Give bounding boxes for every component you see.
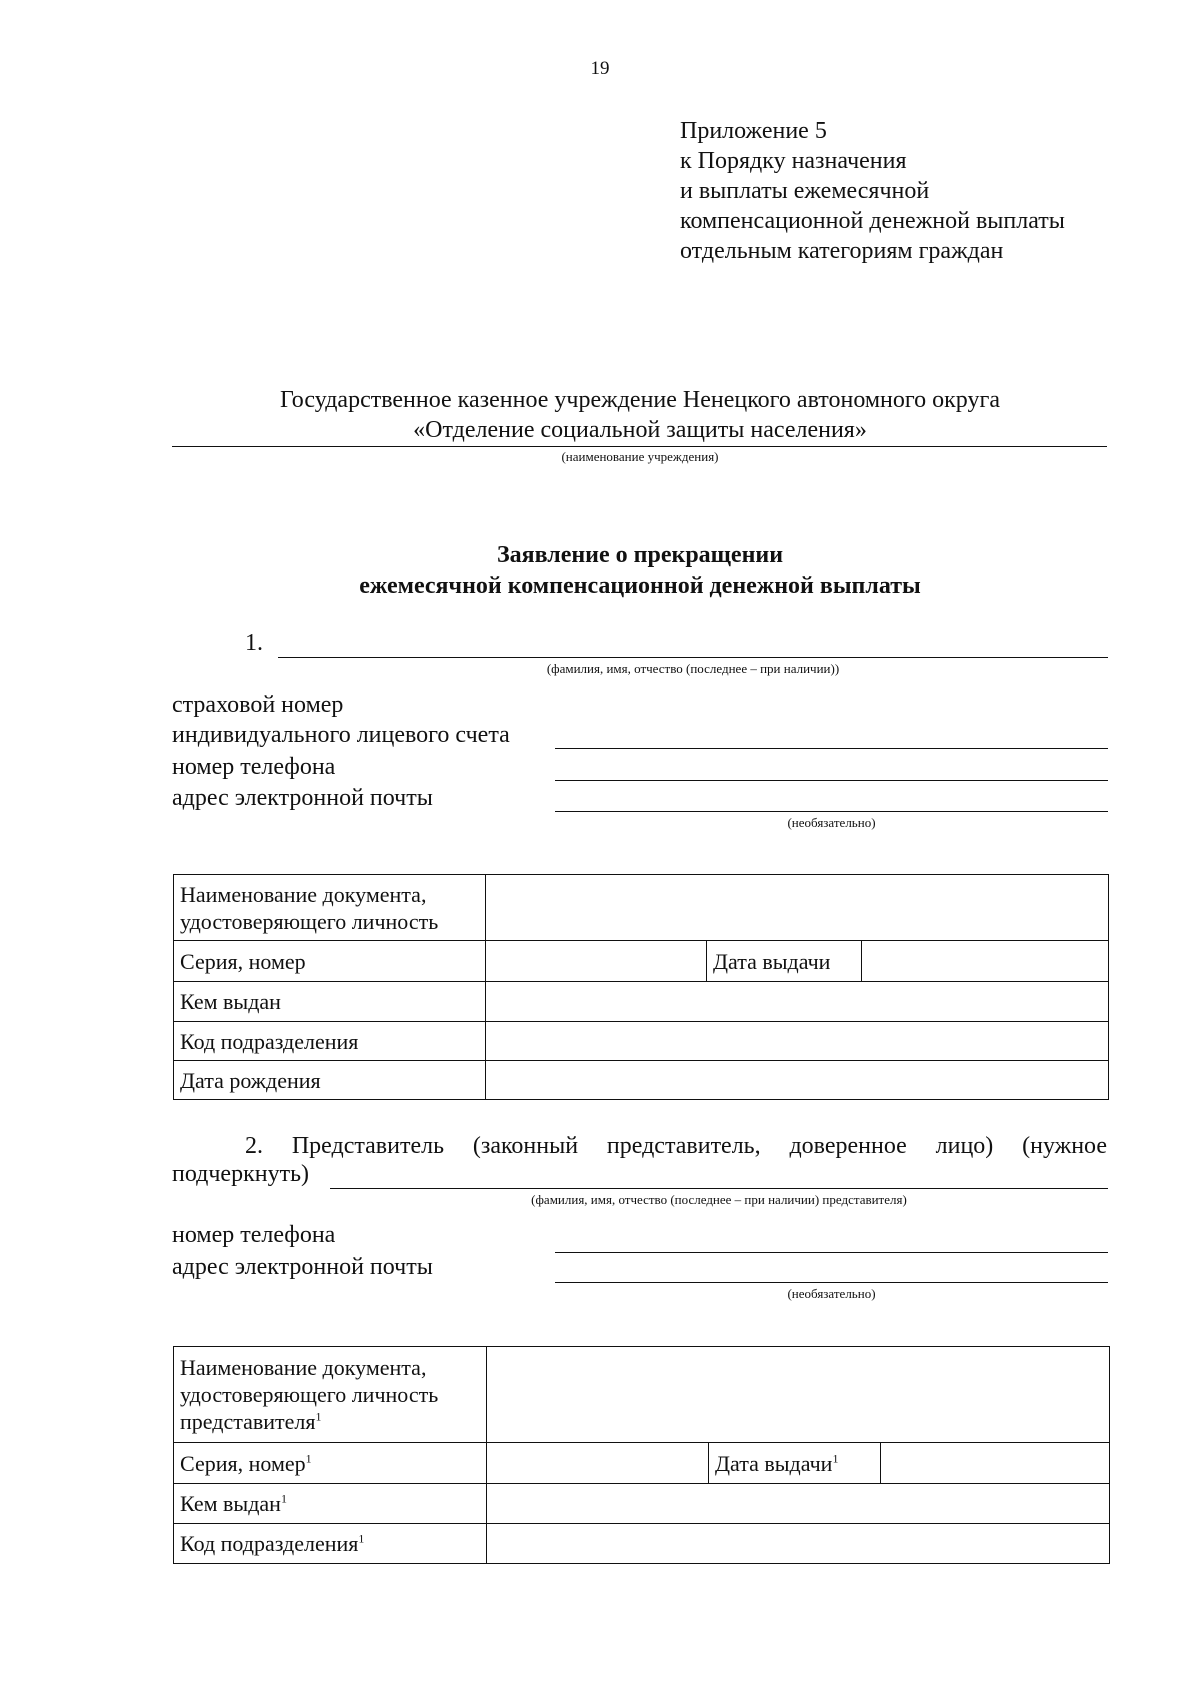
footnote-mark: 1 bbox=[358, 1531, 365, 1546]
organization-line-2: «Отделение социальной защиты населения» bbox=[413, 417, 867, 443]
representative-email-line[interactable] bbox=[555, 1282, 1108, 1283]
issued-by-label: Кем выдан bbox=[174, 982, 486, 1022]
division-code-cell[interactable] bbox=[486, 1022, 1109, 1061]
appendix-block bbox=[680, 116, 1065, 266]
organization-name bbox=[170, 385, 1110, 445]
footnote-mark: 1 bbox=[280, 1491, 287, 1506]
birth-date-cell[interactable] bbox=[486, 1061, 1109, 1100]
issue-date-cell[interactable] bbox=[862, 941, 1109, 982]
footnote-mark: 1 bbox=[305, 1451, 312, 1466]
birth-date-label: Дата рождения bbox=[174, 1061, 486, 1100]
email-label: адрес электронной почты bbox=[172, 785, 433, 811]
rep-issued-by-cell[interactable] bbox=[487, 1484, 1110, 1524]
series-number-label: Серия, номер bbox=[174, 941, 486, 982]
doc-name-cell[interactable] bbox=[486, 875, 1109, 941]
page-number: 19 bbox=[590, 58, 610, 79]
representative-phone-label: номер телефона bbox=[172, 1222, 336, 1248]
representative-optional-caption: (необязательно) bbox=[787, 1286, 876, 1301]
section1-number: 1. bbox=[245, 630, 263, 656]
division-code-label: Код подразделения bbox=[174, 1022, 486, 1061]
title-line-1: Заявление о прекращении bbox=[496, 542, 784, 568]
section2-text-continued: подчеркнуть) bbox=[172, 1161, 310, 1187]
footnote-mark: 1 bbox=[832, 1451, 839, 1466]
rep-doc-name-cell[interactable] bbox=[487, 1347, 1110, 1443]
phone-label: номер телефона bbox=[172, 754, 336, 780]
snils-label-line1: страховой номер bbox=[172, 692, 344, 718]
appendix-line: компенсационной денежной выплаты bbox=[680, 208, 1065, 234]
representative-document-table bbox=[173, 1346, 1110, 1564]
rep-issue-date-label: Дата выдачи$^1$ bbox=[709, 1443, 881, 1484]
rep-issued-by-label: Кем выдан$^1$ bbox=[174, 1484, 487, 1524]
snils-label-line2: индивидуального лицевого счета bbox=[172, 722, 510, 748]
document-title bbox=[170, 540, 1110, 602]
doc-name-label: Наименование документа, удостоверяющего личность bbox=[174, 875, 486, 941]
representative-name-line[interactable] bbox=[330, 1188, 1108, 1189]
organization-caption: (наименование учреждения) bbox=[561, 449, 719, 464]
snils-field-line[interactable] bbox=[555, 748, 1108, 749]
appendix-line: Приложение 5 bbox=[680, 118, 827, 144]
applicant-name-caption: (фамилия, имя, отчество (последнее – при наличии)) bbox=[546, 661, 840, 676]
issued-by-cell[interactable] bbox=[486, 982, 1109, 1022]
appendix-line: и выплаты ежемесячной bbox=[680, 178, 930, 204]
rep-division-code-label: Код подразделения$^1$ bbox=[174, 1524, 487, 1564]
organization-line-1: Государственное казенное учреждение Ненецкого автономного округа bbox=[280, 387, 1000, 413]
email-field-line[interactable] bbox=[555, 811, 1108, 812]
email-optional-caption: (необязательно) bbox=[787, 815, 876, 830]
representative-email-label: адрес электронной почты bbox=[172, 1254, 433, 1280]
section2-text: 2. Представитель (законный представитель, доверенное лицо) (нужное bbox=[245, 1133, 1107, 1159]
rep-series-number-cell[interactable] bbox=[487, 1443, 709, 1484]
representative-phone-line[interactable] bbox=[555, 1252, 1108, 1253]
series-number-cell[interactable] bbox=[486, 941, 707, 982]
rep-division-code-cell[interactable] bbox=[487, 1524, 1110, 1564]
appendix-line: отдельным категориям граждан bbox=[680, 238, 1004, 264]
footnote-mark: 1 bbox=[315, 1409, 322, 1424]
rep-series-number-label: Серия, номер$^1$ bbox=[174, 1443, 487, 1484]
title-line-2: ежемесячной компенсационной денежной выплаты bbox=[359, 573, 921, 599]
phone-field-line[interactable] bbox=[555, 780, 1108, 781]
appendix-line: к Порядку назначения bbox=[680, 148, 907, 174]
representative-name-caption: (фамилия, имя, отчество (последнее – при наличии) представителя) bbox=[531, 1192, 907, 1207]
rep-issue-date-cell[interactable] bbox=[881, 1443, 1110, 1484]
rep-doc-name-label: Наименование документа, удостоверяющего личность представителя$^1$ bbox=[174, 1347, 487, 1443]
identity-document-table bbox=[173, 874, 1109, 1100]
organization-underline bbox=[172, 446, 1107, 447]
issue-date-label: Дата выдачи bbox=[707, 941, 862, 982]
applicant-name-line[interactable] bbox=[278, 657, 1108, 658]
